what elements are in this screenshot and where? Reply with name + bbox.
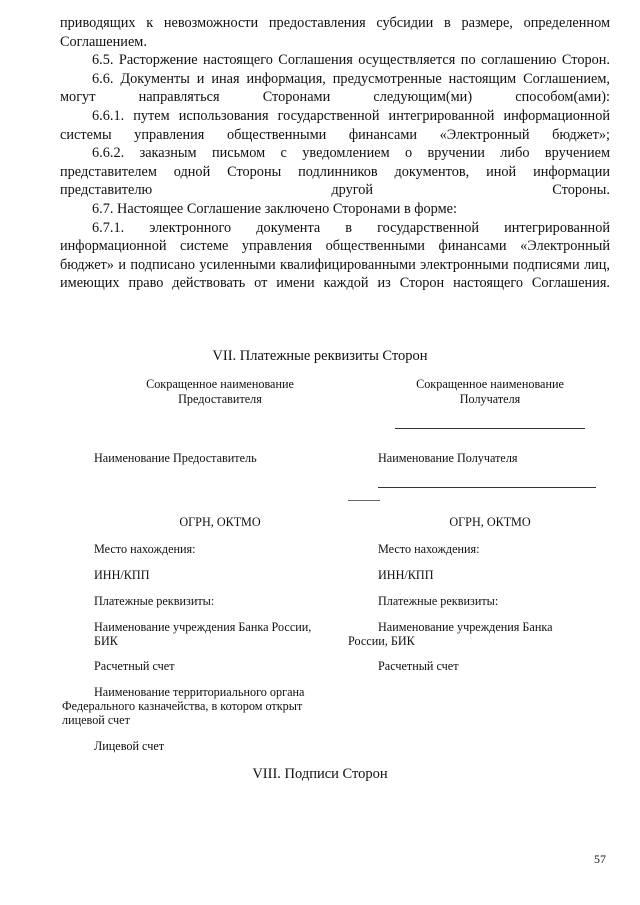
page-number: 57: [594, 852, 606, 866]
recipient-short-name-label: [380, 377, 600, 407]
provider-name-label: Наименование Предоставитель: [94, 451, 257, 465]
provider-inn-label: ИНН/КПП: [94, 568, 150, 582]
paragraph-6-7-1: 6.7.1. электронного документа в государственной интегрированной информационной системе управления общественными финансами «Электронный бюджет» и подписано усиленными квалифицированными электронными подписями лиц, имеющих право действовать от имени каждой из Сторон настоящего Соглашения.: [60, 219, 610, 292]
provider-short-name-label: [110, 377, 330, 407]
paragraph-6-5: 6.5. Расторжение настоящего Соглашения осуществляется по соглашению Сторон.: [92, 52, 610, 69]
section-8-title: VIII. Подписи Сторон: [252, 766, 388, 782]
recipient-name-label: Наименование Получателя: [378, 451, 518, 465]
recipient-short-name-line2: Получателя: [459, 392, 521, 406]
section-7-title: VII. Платежные реквизиты Сторон: [212, 348, 428, 364]
provider-bank-label: Наименование учреждения Банка России,: [94, 620, 312, 634]
recipient-account-label: Расчетный счет: [378, 659, 459, 673]
provider-location-label: Место нахождения:: [94, 542, 196, 556]
agreement-text: [60, 14, 610, 293]
short-divider: [348, 500, 380, 501]
provider-treasury-label-line2: Федерального казначейства, в котором открыт: [62, 699, 303, 713]
recipient-name-underline: [378, 487, 596, 488]
provider-ogrn-label: ОГРН, ОКТМО: [179, 515, 261, 529]
provider-treasury-label-line1: Наименование территориального органа: [94, 685, 305, 699]
provider-payment-label: Платежные реквизиты:: [94, 594, 215, 608]
provider-account-label: Расчетный счет: [94, 659, 175, 673]
provider-short-name-line1: Сокращенное наименование: [146, 377, 294, 391]
recipient-short-name-underline: [395, 428, 585, 429]
recipient-short-name-line1: Сокращенное наименование: [416, 377, 564, 391]
paragraph-6-7: 6.7. Настоящее Соглашение заключено Сторонами в форме:: [92, 200, 457, 217]
provider-treasury-label-line3: лицевой счет: [62, 713, 130, 727]
paragraph-6-6: 6.6. Документы и иная информация, предусмотренные настоящим Соглашением, могут направляться Сторонами следующим(ми) способом(ами):: [60, 70, 610, 106]
recipient-ogrn-label: ОГРН, ОКТМО: [449, 515, 531, 529]
paragraph-continuation: приводящих к невозможности предоставления субсидии в размере, определенном Соглашением.: [60, 15, 610, 50]
recipient-location-label: Место нахождения:: [378, 542, 480, 556]
recipient-bik-label: России, БИК: [348, 634, 415, 648]
paragraph-6-6-2: 6.6.2. заказным письмом с уведомлением о вручении либо вручением представителем одной Стороны подлинников документов, иной информации представителю другой Стороны.: [60, 145, 610, 199]
recipient-payment-label: Платежные реквизиты:: [378, 594, 499, 608]
provider-personal-account-label: Лицевой счет: [94, 739, 165, 753]
recipient-inn-label: ИНН/КПП: [378, 568, 434, 582]
paragraph-6-6-1: 6.6.1. путем использования государственной интегрированной информационной системы управления общественными финансами «Электронный бюджет»;: [60, 107, 610, 143]
provider-short-name-line2: Предоставителя: [178, 392, 262, 406]
recipient-bank-label: Наименование учреждения Банка: [378, 620, 553, 634]
provider-bik-label: БИК: [94, 634, 118, 648]
